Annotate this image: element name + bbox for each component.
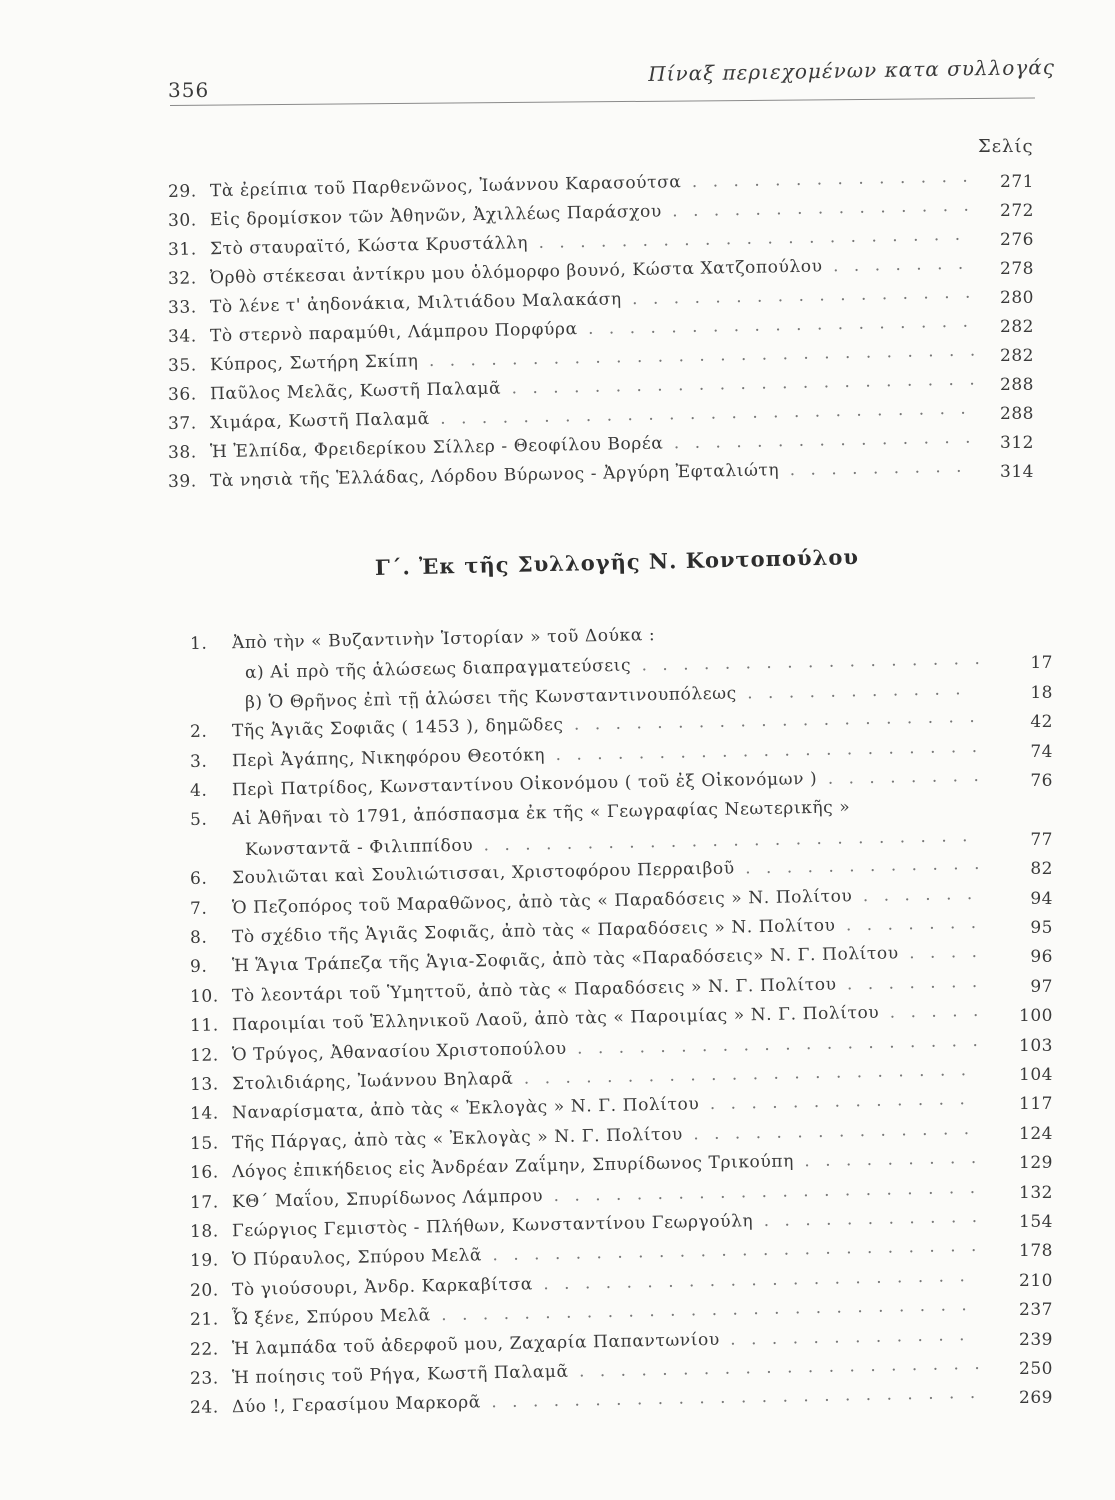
entry-number: 15. — [189, 1133, 220, 1154]
toc-entry — [190, 1060, 971, 1095]
toc-entry — [190, 1295, 972, 1330]
entry-number: 7. — [189, 898, 208, 919]
entry-number: 17. — [189, 1192, 220, 1213]
entry-title: Αἱ Ἀθῆναι τὸ 1791, ἀπόσπασμα ἐκ τῆς « Γεωγραφίας Νεωτερικῆς » — [225, 797, 851, 830]
entry-number: 33. — [167, 297, 198, 318]
dot-leaders: . . . . . . . . . . . . . — [699, 1089, 970, 1115]
entry-title: Γεώργιος Γεμιστὸς - Πλήθων, Κωνσταντίνου Γεωργούλη — [225, 1211, 754, 1242]
toc-entry — [190, 1148, 982, 1183]
dot-leaders: . . . . . . . . . . . . . . — [681, 166, 973, 193]
entry-number: 36. — [167, 384, 198, 405]
entry-number: 8. — [189, 927, 208, 948]
toc-entry — [190, 1030, 983, 1065]
dot-leaders: . . . . . . . . . . . . . . . — [661, 195, 975, 222]
entry-page-number: 100 — [1019, 1006, 1053, 1027]
entry-title: Σουλιῶται καὶ Σουλιώτισσαι, Χριστοφόρου Περραιβοῦ — [225, 858, 735, 889]
dot-leaders: . . . . . . . . . — [779, 456, 967, 481]
entry-page-number: 237 — [1019, 1300, 1053, 1321]
dot-leaders: . . . . . . . . . . . . . . . . . . . . . — [527, 224, 966, 254]
entry-page-number: 124 — [1019, 1123, 1053, 1144]
entry-title: Τῆς Πάργας, ἀπὸ τὰς « Ἐκλογὰς » Ν. Γ. Πολίτου — [225, 1124, 684, 1154]
entry-title: Ὦ ξένε, Σπύρου Μελᾶ — [225, 1305, 431, 1330]
dot-leaders: . . . . — [898, 942, 983, 964]
dot-leaders: . . . . . . . . . . . . . . . . . . . . . . . . — [481, 1236, 982, 1266]
entry-page-number: 282 — [1000, 317, 1034, 337]
entry-title: Περὶ Ἀγάπης, Νικηφόρου Θεοτόκη — [225, 744, 546, 771]
entry-title: Ὁ Πεζοπόρος τοῦ Μαραθῶνος, ἀπὸ τὰς « Παραδόσεις » Ν. Πολίτου — [225, 885, 853, 918]
entry-number: 37. — [167, 413, 198, 434]
entry-number: 23. — [189, 1368, 220, 1389]
entry-title: Τῆς Ἁγιᾶς Σοφιᾶς ( 1453 ), δημῶδες — [225, 715, 564, 742]
entry-number: 2. — [189, 721, 208, 743]
toc-entry — [190, 1177, 980, 1212]
dot-leaders: . . . . . . . — [822, 253, 969, 277]
entry-title: Ὁ Τρύγος, Ἀθανασίου Χριστοπούλου — [225, 1038, 567, 1065]
dot-leaders: . . . . . . . . . — [793, 1147, 982, 1172]
dot-leaders: . . . . . . . . . . . . . . . . . . . . . . . . . . — [429, 398, 971, 429]
entry-title: Δύο !, Γερασίμου Μαρκορᾶ — [225, 1392, 482, 1418]
entry-page-number: 269 — [1019, 1388, 1053, 1409]
entry-number: 18. — [189, 1221, 220, 1242]
entry-title: Χιμάρα, Κωστῆ Παλαμᾶ — [203, 408, 430, 434]
entry-title: Στὸ σταυραϊτό, Κώστα Κρυστάλλη — [203, 233, 529, 260]
entry-number: 14. — [189, 1103, 220, 1125]
toc-entry — [245, 826, 973, 860]
toc-entry — [190, 1325, 970, 1360]
entry-number: 38. — [167, 442, 198, 463]
entry-title: Ἡ Ἅγια Τράπεζα τῆς Ἁγια-Σοφιᾶς, ἀπὸ τὰς «Παραδόσεις» Ν. Γ. Πολίτου — [225, 943, 899, 977]
entry-page-number: 82 — [1030, 859, 1053, 880]
dot-leaders: . . . . . . . . . . . — [736, 678, 966, 704]
entry-title: Τὸ γιούσουρι, Ἀνδρ. Καρκαβίτσα — [225, 1274, 534, 1301]
dot-leaders: . . . . . . . . . . . . . . . . . — [621, 282, 976, 310]
toc-entry — [190, 766, 984, 801]
entry-page-number: 282 — [1000, 346, 1034, 366]
dot-leaders: . . . . . . . . . . . . . . . . . . . . . . . — [500, 369, 980, 399]
entry-title: Ἡ λαμπάδα τοῦ ἀδερφοῦ μου, Ζαχαρία Παπαντωνίου — [225, 1329, 720, 1359]
entry-title: Τὸ λεοντάρι τοῦ Ὑμηττοῦ, ἀπὸ τὰς « Παραδόσεις » Ν. Γ. Πολίτου — [225, 974, 837, 1007]
entry-number: 5. — [189, 810, 208, 831]
toc-entry — [190, 883, 978, 918]
entry-page-number: 97 — [1030, 976, 1053, 997]
entry-title: Εἰς δρομίσκον τῶν Ἀθηνῶν, Ἀχιλλέως Παράσχου — [203, 201, 662, 231]
entry-number: 4. — [189, 780, 208, 801]
dot-leaders: . . . . . . . . . . . — [753, 1206, 983, 1232]
entry-title: Κωνσταντᾶ - Φιλιππίδου — [244, 835, 474, 860]
dot-leaders: . . . . . . . . . . . . . . . . . . . . — [566, 1030, 983, 1059]
entry-number: 12. — [189, 1045, 220, 1066]
toc-entry — [190, 1383, 981, 1418]
entry-number: 13. — [189, 1074, 220, 1095]
dot-leaders: . . . . . . . . . . . . . . . . . . . . — [563, 707, 980, 736]
entry-page-number: 239 — [1019, 1329, 1053, 1350]
entry-page-number: 288 — [1000, 375, 1034, 395]
entry-number: 9. — [189, 957, 208, 978]
toc-entry — [190, 942, 982, 977]
dot-leaders: . . . . . . . . . . . . . . — [682, 1118, 975, 1145]
entry-page-number: 178 — [1019, 1241, 1053, 1262]
section-title: Γ΄. Ἐκ τῆς Συλλογῆς Ν. Κοντοπούλου — [374, 544, 860, 580]
entry-page-number: 104 — [1019, 1065, 1053, 1085]
entry-title: Ὁ Πύραυλος, Σπύρου Μελᾶ — [225, 1245, 483, 1271]
entry-title: Τὸ λένε τ' ἀηδονάκια, Μιλτιάδου Μαλακάση — [203, 289, 622, 318]
toc-entry — [190, 913, 982, 948]
page-column-heading: Σελίς — [978, 136, 1034, 157]
toc-entry — [190, 1119, 974, 1154]
dot-leaders: . . . . . . . — [835, 912, 982, 936]
toc-entry — [190, 1207, 982, 1242]
entry-title: Παῦλος Μελᾶς, Κωστῆ Παλαμᾶ — [203, 378, 502, 405]
entry-title: Ναναρίσματα, ἀπὸ τὰς « Ἐκλογὰς » Ν. Γ. Πολίτου — [225, 1094, 700, 1124]
dot-leaders: . . . . . . . . . . . . . . . — [663, 427, 976, 454]
dot-leaders: . . . . . . . . . . . . . . . . . . . . . — [542, 1177, 981, 1206]
entry-title: α) Αἱ πρὸ τῆς ἁλώσεως διαπραγματεύσεις — [244, 655, 632, 684]
entry-number: 22. — [189, 1339, 220, 1360]
entry-page-number: 77 — [1030, 829, 1053, 850]
dot-leaders: . . . . . . . . . . . . . . . . . . . . . . . . — [480, 1383, 981, 1413]
entry-title: Περὶ Πατρίδος, Κωνσταντίνου Οἰκονόμου ( τοῦ ἐξ Οἰκονόμων ) — [225, 768, 818, 801]
entry-title: Τὰ νησιὰ τῆς Ἑλλάδας, Λόρδου Βύρωνος - Ἀργύρη Ἐφταλιώτη — [203, 460, 780, 492]
entry-number: 20. — [189, 1280, 220, 1301]
page-number: 356 — [168, 78, 210, 102]
entry-page-number: 154 — [1019, 1212, 1053, 1232]
dot-leaders: . . . . . . . . . . . . — [734, 853, 985, 879]
entry-page-number: 117 — [1019, 1094, 1053, 1115]
entry-title: β) Ὁ Θρῆνος ἐπὶ τῇ ἁλώσει τῆς Κωνσταντινουπόλεως — [244, 683, 737, 713]
toc-entry — [190, 798, 851, 831]
entry-title: Στολιδιάρης, Ἰωάννου Βηλαρᾶ — [225, 1068, 514, 1095]
entry-page-number: 250 — [1019, 1359, 1053, 1379]
dot-leaders: . . . . . . . . . . . . . . . . . . . . . . . . — [472, 825, 973, 856]
running-head: Πίναξ περιεχομένων κατα συλλογάς — [648, 54, 1056, 86]
entry-number: 31. — [167, 239, 198, 260]
entry-page-number: 278 — [1000, 259, 1034, 279]
entry-page-number: 129 — [1019, 1153, 1053, 1174]
entry-page-number: 280 — [1000, 288, 1034, 308]
entry-title: Ὀρθὸ στέκεσαι ἀντίκρυ μου ὁλόμορφο βουνό, Κώστα Χατζοπούλου — [203, 256, 823, 289]
dot-leaders: . . . . . . . . . . . . . . . . . . . — [577, 311, 974, 340]
dot-leaders: . . . . . — [879, 1000, 984, 1023]
toc-entry — [190, 1236, 982, 1271]
entry-page-number: 271 — [1000, 172, 1034, 192]
entry-title: Ἡ Ἐλπίδα, Φρειδερίκου Σίλλερ - Θεοφίλου Βορέα — [203, 433, 664, 463]
toc-entry — [190, 1001, 984, 1036]
toc-entry — [190, 1089, 970, 1124]
dot-leaders: . . . . . . . — [836, 971, 983, 995]
dot-leaders: . . . . . . . . . . . . . . . . . . . . . . . . . . . — [418, 340, 981, 372]
entry-page-number: 314 — [1000, 462, 1034, 482]
entry-number: 35. — [167, 355, 198, 376]
toc-entry — [190, 854, 985, 889]
dot-leaders: . . . . . . . . . . . . — [719, 1324, 970, 1350]
dot-leaders: . . . . . . . . . . . . . . . . . . . . . — [532, 1265, 970, 1295]
entry-title: Ἡ ποίησις τοῦ Ρήγα, Κωστῆ Παλαμᾶ — [225, 1361, 569, 1389]
entry-number: 29. — [167, 181, 198, 202]
entry-page-number: 103 — [1019, 1035, 1053, 1056]
entry-number: 3. — [189, 751, 208, 772]
toc-entry — [190, 707, 980, 742]
entry-number: 16. — [189, 1162, 220, 1184]
entry-page-number: 42 — [1030, 712, 1053, 733]
entry-page-number: 132 — [1019, 1182, 1053, 1203]
entry-number: 10. — [189, 986, 220, 1007]
dot-leaders: . . . . . . . . — [817, 765, 984, 789]
entry-page-number: 276 — [1000, 230, 1034, 250]
entry-page-number: 17 — [1030, 653, 1053, 674]
entry-page-number: 74 — [1030, 741, 1053, 762]
entry-title: Παροιμίαι τοῦ Ἑλληνικοῦ Λαοῦ, ἀπὸ τὰς « Παροιμίας » Ν. Γ. Πολίτου — [225, 1002, 880, 1036]
entry-page-number: 18 — [1030, 682, 1053, 703]
toc-entry — [190, 972, 983, 1007]
entry-number: 19. — [189, 1250, 220, 1272]
entry-title: ΚΘ΄ Μαΐου, Σπυρίδωνος Λάμπρου — [225, 1185, 544, 1212]
toc-entry — [190, 625, 656, 654]
entry-number: 39. — [167, 471, 198, 492]
entry-title: Κύπρος, Σωτήρη Σκίπη — [203, 351, 419, 376]
entry-title: Ἀπὸ τὴν « Βυζαντινὴν Ἱστορίαν » τοῦ Δούκα : — [225, 625, 656, 654]
toc-entry — [190, 736, 982, 771]
entry-page-number: 312 — [1000, 433, 1034, 453]
entry-title: Τὸ στερνὸ παραμύθι, Λάμπρου Πορφύρα — [203, 319, 578, 347]
entry-number: 21. — [189, 1309, 220, 1331]
entry-page-number: 95 — [1030, 918, 1053, 938]
toc-entry — [190, 1266, 970, 1301]
entry-page-number: 96 — [1030, 947, 1053, 968]
entry-title: Λόγος ἐπικήδειος εἰς Ἀνδρέαν Ζαΐμην, Σπυρίδωνος Τρικούπη — [225, 1151, 795, 1183]
dot-leaders: . . . . . . — [852, 883, 978, 906]
entry-title: Τὸ σχέδιο τῆς Ἁγιᾶς Σοφιᾶς, ἀπὸ τὰς « Παραδόσεις » Ν. Πολίτου — [225, 915, 836, 948]
entry-number: 34. — [167, 326, 198, 347]
entry-number: 32. — [167, 268, 198, 289]
toc-entry — [245, 649, 985, 683]
dot-leaders: . . . . . . . . . . . . . . . . . . . . . — [544, 736, 983, 765]
entry-number: 30. — [167, 210, 198, 231]
entry-page-number: 272 — [1000, 201, 1034, 221]
dot-leaders: . . . . . . . . . . . . . . . . . — [630, 649, 985, 676]
entry-number: 11. — [189, 1015, 220, 1037]
entry-number: 6. — [189, 868, 208, 890]
dot-leaders: . . . . . . . . . . . . . . . . . . . . . . . . . . — [430, 1295, 972, 1326]
entry-page-number: 210 — [1019, 1270, 1053, 1291]
entry-number: 1. — [189, 633, 208, 654]
entry-title: Τὰ ἐρείπια τοῦ Παρθενῶνος, Ἰωάννου Καρασούτσα — [203, 172, 682, 202]
toc-entry — [190, 1354, 985, 1389]
entry-page-number: 288 — [1000, 404, 1034, 424]
toc-entry — [245, 679, 966, 713]
entry-page-number: 94 — [1030, 888, 1053, 909]
entry-number: 24. — [189, 1397, 220, 1419]
entry-page-number: 76 — [1030, 771, 1053, 791]
dot-leaders: . . . . . . . . . . . . . . . . . . . . . . — [513, 1060, 972, 1089]
dot-leaders: . . . . . . . . . . . . . . . . . . . . — [568, 1353, 985, 1382]
